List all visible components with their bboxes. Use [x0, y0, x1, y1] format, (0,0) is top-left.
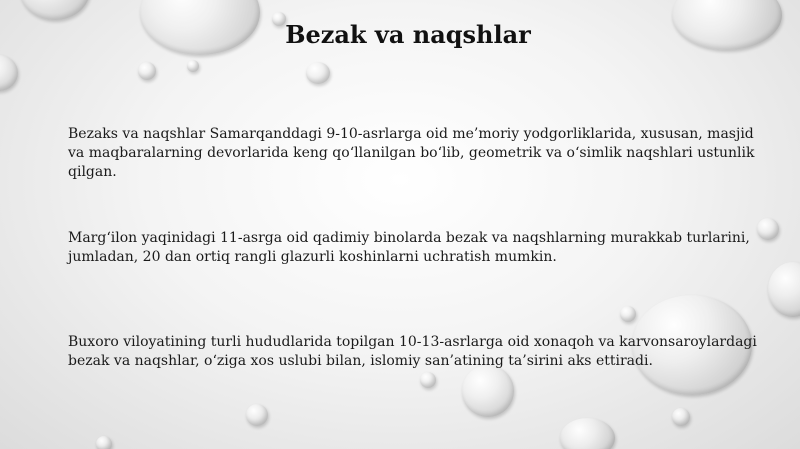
- water-drop-decoration: [768, 262, 800, 317]
- water-drop-decoration: [96, 436, 112, 449]
- water-drop-decoration: [462, 365, 514, 417]
- water-drop-decoration: [306, 62, 330, 84]
- paragraph-buxoro: Buxoro viloyatining turli hududlarida topilgan 10-13-asrlarga oid xonaqoh va karvonsaroylardagi bezak va naqshlar, o‘ziga xos uslubi bilan, islomiy san’atining ta’sirini aks ettiradi.: [68, 334, 757, 369]
- paragraph-samarqand: Bezaks va naqshlar Samarqanddagi 9-10-asrlarga oid me’moriy yodgorliklarida, xususan, masjid va maqbaralarning devorlarida keng qo‘llanilgan bo‘lib, geometrik va o‘simlik naqshlari ustunlik qilgan.: [68, 126, 755, 180]
- water-drop-decoration: [246, 404, 268, 426]
- water-drop-decoration: [20, 0, 90, 20]
- water-drop-decoration: [138, 62, 156, 80]
- water-drop-decoration: [420, 372, 436, 388]
- water-drop-decoration: [672, 408, 690, 426]
- water-drop-decoration: [0, 55, 18, 91]
- paragraph-margilon: Marg‘ilon yaqinidagi 11-asrga oid qadimiy binolarda bezak va naqshlarning murakkab turlarini, jumladan, 20 dan ortiq rangli glazurli koshinlarni uchratish mumkin.: [68, 230, 750, 265]
- water-drop-decoration: [620, 306, 636, 322]
- water-drop-decoration: [560, 418, 615, 449]
- water-drop-decoration: [187, 60, 199, 72]
- slide-title: Bezak va naqshlar: [285, 20, 531, 49]
